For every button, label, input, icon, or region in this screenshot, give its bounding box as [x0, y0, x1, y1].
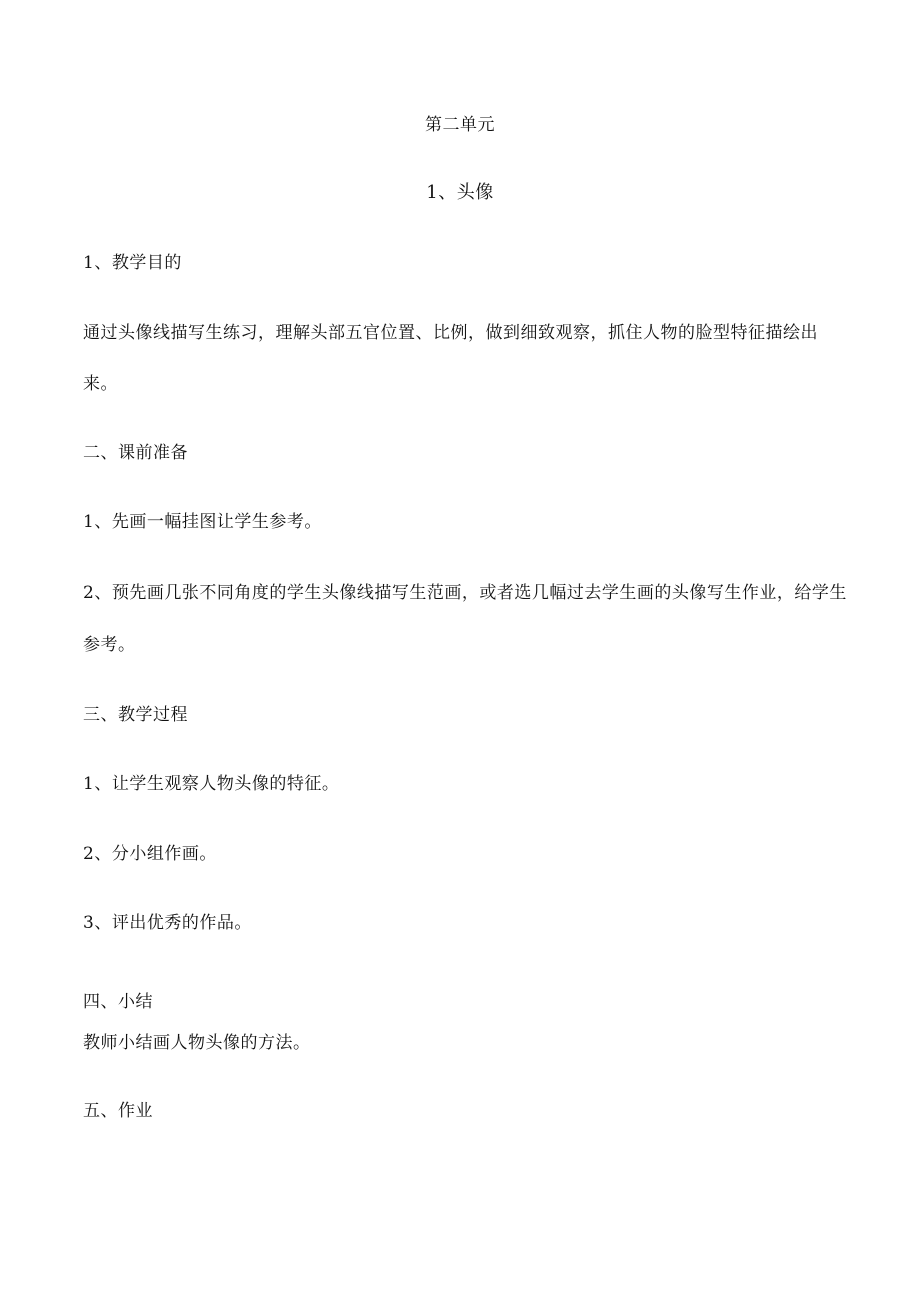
objective-text-line2: 来。 [83, 374, 118, 394]
process-heading: 三、教学过程 [83, 705, 188, 725]
summary-heading: 四、小结 [83, 992, 153, 1012]
process-item-1: 1、让学生观察人物头像的特征。 [83, 774, 340, 794]
preparation-heading: 二、课前准备 [83, 443, 188, 463]
objective-text-line1: 通过头像线描写生练习，理解头部五官位置、比例，做到细致观察，抓住人物的脸型特征描绘出 [83, 323, 818, 343]
unit-title: 第二单元 [425, 115, 495, 135]
lesson-title: 1、头像 [426, 182, 494, 203]
process-item-3: 3、评出优秀的作品。 [83, 913, 252, 933]
summary-text: 教师小结画人物头像的方法。 [83, 1033, 311, 1053]
preparation-item-2-line1: 2、预先画几张不同角度的学生头像线描写生范画，或者选几幅过去学生画的头像写生作业，给学生 [83, 583, 847, 603]
preparation-item-2-line2: 参考。 [83, 635, 136, 655]
objective-heading: 1、教学目的 [83, 253, 182, 273]
process-item-2: 2、分小组作画。 [83, 844, 217, 864]
preparation-item-1: 1、先画一幅挂图让学生参考。 [83, 512, 322, 532]
homework-heading: 五、作业 [83, 1101, 153, 1121]
